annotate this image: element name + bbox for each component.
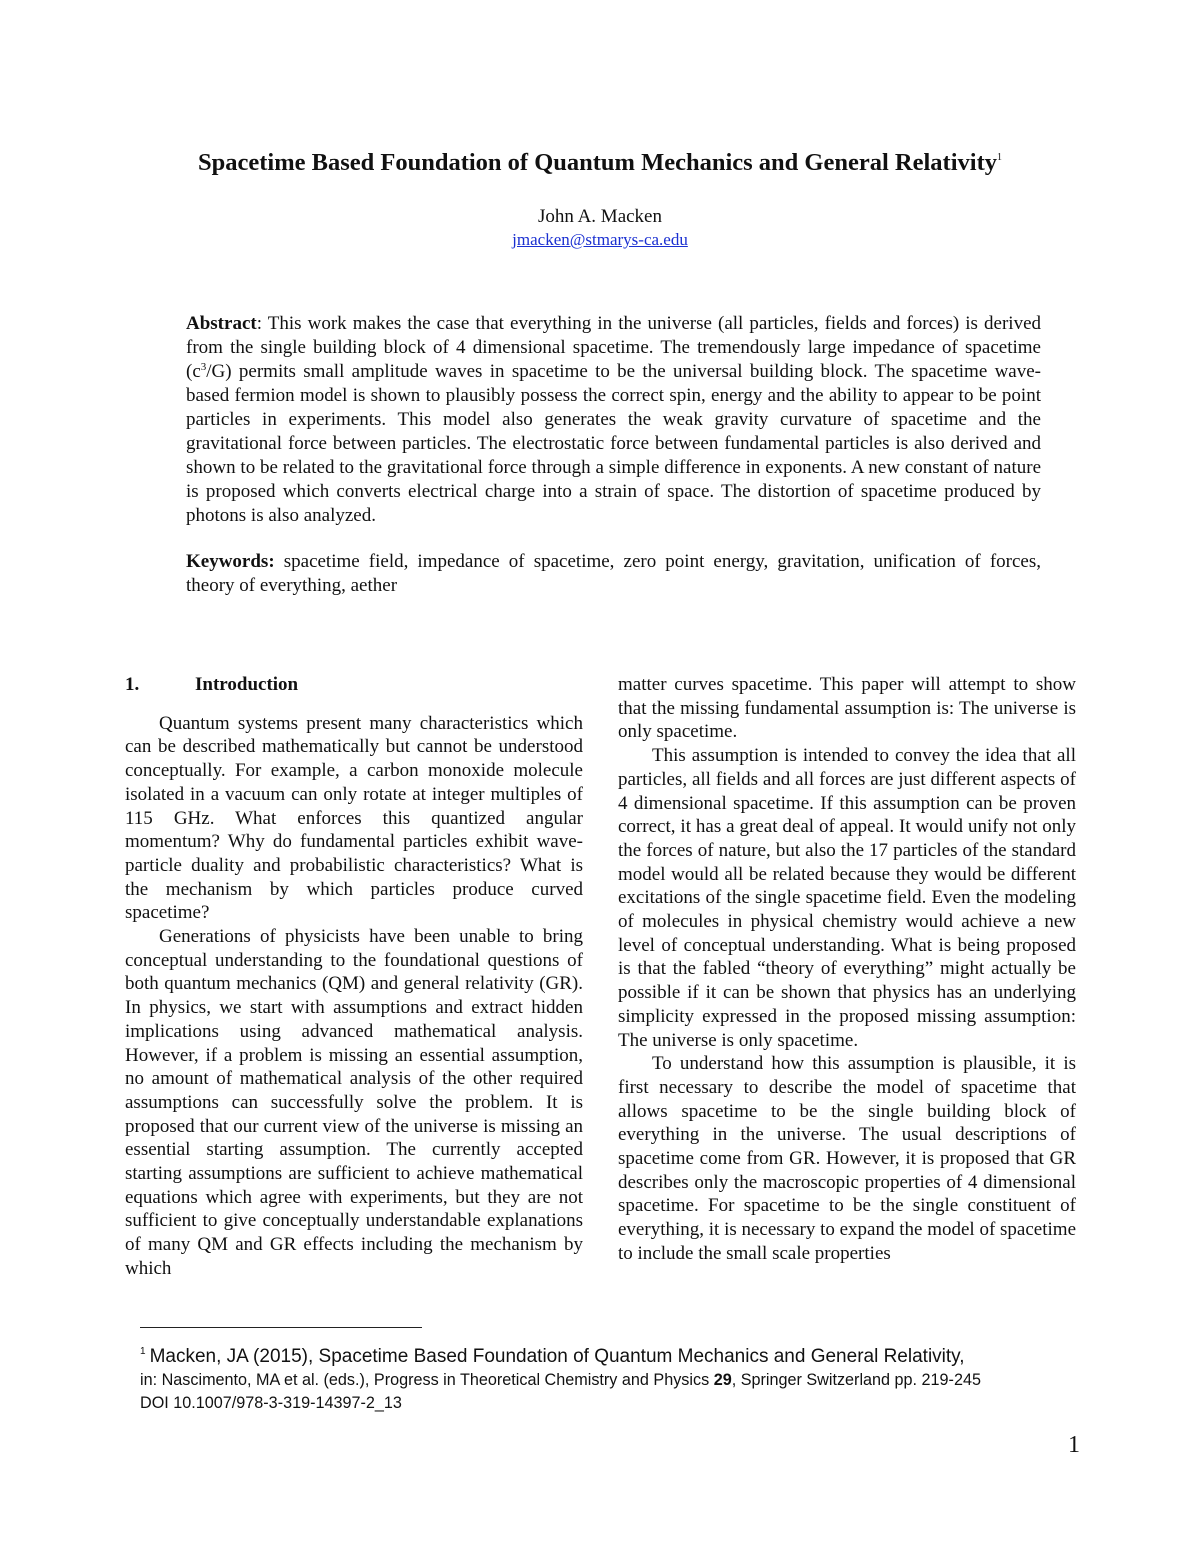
author-email-link[interactable]: jmacken@stmarys-ca.edu: [512, 230, 688, 249]
footnote-publisher: , Springer Switzerland pp. 219-245: [731, 1371, 981, 1389]
paper-title: [130, 142, 1070, 179]
abstract: [186, 312, 1041, 528]
left-column: [125, 673, 583, 1281]
section-number: 1.: [125, 674, 140, 695]
abstract-text-part1: : This work makes the case that everything in the universe (all particles, fields and forces) is derived from the single building block of 4 dimensional spacetime. The tremendously large impedance of spacetime (c: [186, 313, 1041, 382]
abstract-superscript: 3: [200, 361, 207, 373]
footnote-volume: 29: [713, 1371, 732, 1389]
body-paragraph: Generations of physicists have been unable to bring conceptual understanding to the foundational questions of both quantum mechanics (QM) and general relativity (GR). In physics, we start with assumptions and extract hidden implications using advanced mathematical analysis. However, if a problem is missing an essential assumption, no amount of mathematical analysis of the other required assumptions can successfully solve the problem. It is proposed that our current view of the universe is missing an essential starting assumption. The currently accepted starting assumptions are sufficient to achieve mathematical equations which agree with experiments, but they are not sufficient to give conceptually understandable explanations of many QM and GR effects including the mechanism by which: [125, 926, 583, 1279]
footnote-line-1: [140, 1340, 1100, 1369]
footnote-doi: DOI 10.1007/978-3-319-14397-2_13: [140, 1394, 402, 1412]
footnote-source: in: Nascimento, MA et al. (eds.), Progress in Theoretical Chemistry and Physics: [140, 1371, 714, 1389]
body-paragraph: This assumption is intended to convey the idea that all particles, all fields and all forces are just different aspects of 4 dimensional spacetime. If this assumption can be proven correct, it has a great deal of appeal. It would unify not only the forces of nature, but also the 17 particles of the standard model would all be related because they would be different excitations of the single spacetime field. Even the modeling of molecules in physical chemistry would achieve a new level of conceptual understanding. What is being proposed is that the fabled “theory of everything” might actually be possible if it can be shown that physics has an underlying simplicity expressed in the proposed missing assumption: The universe is only spacetime.: [618, 745, 1076, 1051]
footnote-divider: [140, 1327, 422, 1328]
footnote-line-2: [140, 1369, 1100, 1392]
page-number: 1: [1068, 1432, 1080, 1458]
footnote-mark: 1: [140, 1346, 146, 1357]
section-heading: [125, 673, 583, 697]
body-paragraph: Quantum systems present many characteristics which can be described mathematically but cannot be understood conceptually. For example, a carbon monoxide molecule isolated in a vacuum can only rotate at integer multiples of 115 GHz. What enforces this quantized angular momentum? Why do fundamental particles exhibit wave-particle duality and probabilistic characteristics? What is the mechanism by which particles produce curved spacetime?: [125, 712, 583, 924]
body-paragraph: matter curves spacetime. This paper will attempt to show that the missing fundamental assumption is: The universe is only spacetime.: [618, 674, 1076, 743]
body-paragraph: To understand how this assumption is plausible, it is first necessary to describe the model of spacetime that allows spacetime to be the single building block of everything in the universe. The usual descriptions of spacetime come from GR. However, it is proposed that GR describes only the macroscopic properties of 4 dimensional spacetime. For spacetime to be the single constituent of everything, it is necessary to expand the model of spacetime to include the small scale properties: [618, 1053, 1076, 1264]
paper-title-text: Spacetime Based Foundation of Quantum Mechanics and General Relativity: [198, 149, 997, 176]
abstract-label: Abstract: [186, 313, 257, 334]
abstract-text-part2: /G) permits small amplitude waves in spacetime to be the universal building block. The spacetime wave-based fermion model is shown to plausibly possess the correct spin, energy and the ability to appear to be point particles in experiments. This model also generates the weak gravity curvature of spacetime and the gravitational force between particles. The electrostatic force between fundamental particles is also derived and shown to be related to the gravitational force through a simple difference in exponents. A new constant of nature is proposed which converts electrical charge into a strain of space. The distortion of spacetime produced by photons is also analyzed.: [186, 361, 1041, 526]
keywords: [186, 550, 1041, 598]
right-column: [618, 673, 1076, 1266]
author-name: John A. Macken: [537, 206, 662, 227]
title-footnote-mark[interactable]: 1: [996, 152, 1002, 163]
keywords-label: Keywords:: [186, 551, 275, 572]
section-title: Introduction: [195, 674, 299, 695]
keywords-text: spacetime field, impedance of spacetime, zero point energy, gravitation, unification of forces, theory of everything, aether: [186, 551, 1041, 596]
footnote-citation: Macken, JA (2015), Spacetime Based Foundation of Quantum Mechanics and General Relativity,: [149, 1346, 965, 1367]
footnote: [140, 1340, 1100, 1415]
